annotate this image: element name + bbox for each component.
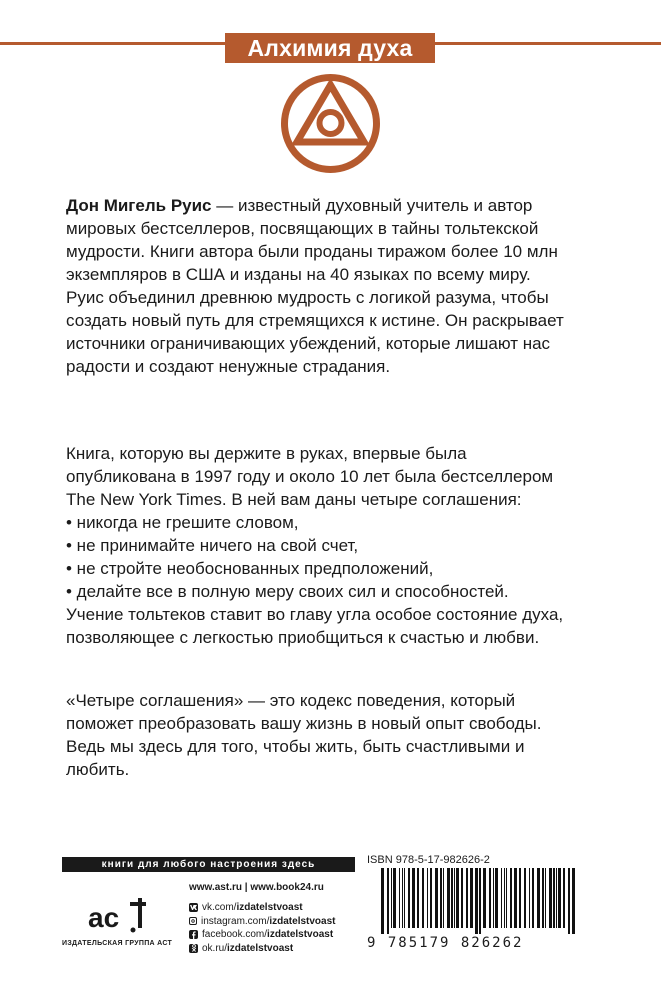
barcode-bar: [501, 868, 502, 928]
barcode-bar: [387, 868, 389, 934]
barcode-bar: [443, 868, 444, 928]
barcode-bar: [495, 868, 498, 928]
text-line: мировых бестселлеров, посвящающих в тайны тольтекской: [66, 219, 539, 238]
social-links: [189, 901, 336, 955]
facebook-icon: [189, 930, 198, 939]
text-line: The New York Times. В ней вам даны четыре соглашения:: [66, 490, 522, 509]
barcode-bar: [435, 868, 438, 928]
agreement-list-item: • не стройте необоснованных предположений,: [66, 559, 434, 578]
text-line: любить.: [66, 760, 130, 779]
barcode-bar: [427, 868, 428, 928]
ast-logo-icon: [86, 894, 148, 936]
barcode-bar: [417, 868, 419, 928]
barcode-bar: [430, 868, 432, 928]
barcode-bar: [489, 868, 491, 928]
agreement-list-item: • не принимайте ничего на свой счет,: [66, 536, 359, 555]
isbn-label: ISBN 978-5-17-982626-2: [367, 854, 490, 866]
text-line: мудрости. Книги автора были проданы тиражом более 10 млн: [66, 242, 558, 261]
barcode-bar: [510, 868, 512, 928]
barcode-bar: [558, 868, 561, 928]
book-summary-paragraph: [66, 442, 606, 649]
barcode-bar: [475, 868, 478, 934]
barcode-bar: [454, 868, 455, 928]
barcode-bar: [466, 868, 468, 928]
barcode-bar: [556, 868, 557, 928]
barcode-bar: [563, 868, 565, 928]
barcode-bar: [542, 868, 544, 928]
text-line: радости и создают ненужные страдания.: [66, 357, 391, 376]
barcode-bar: [399, 868, 400, 928]
barcode-bar: [545, 868, 546, 928]
barcode-bar: [393, 868, 396, 928]
barcode-bar: [532, 868, 534, 928]
social-link-instagram: instagram.com/ izdatelstvoast: [189, 915, 336, 929]
barcode-bar: [408, 868, 410, 928]
barcode-bar: [524, 868, 526, 928]
barcode-bar: [479, 868, 481, 934]
barcode-bar: [451, 868, 453, 928]
instagram-icon: [189, 917, 197, 925]
barcode-bar: [483, 868, 486, 928]
barcode-bar: [412, 868, 415, 928]
barcode-digits: 9 785179 826262: [367, 935, 524, 951]
barcode-bar: [391, 868, 392, 928]
barcode-bar: [470, 868, 473, 928]
svg-text:ac: ac: [88, 902, 120, 933]
vk-icon: [189, 903, 198, 912]
barcode-bar: [440, 868, 442, 928]
publisher-tagline: книги для любого настроения здесь: [62, 857, 355, 872]
barcode-bar: [553, 868, 555, 928]
text-line: «Четыре соглашения» — это кодекс поведения, который: [66, 691, 516, 710]
barcode-bar: [568, 868, 570, 934]
text-line: Дон Мигель Руис — известный духовный учитель и автор: [66, 196, 533, 215]
text-line: создать новый путь для стремящихся к истине. Он раскрывает: [66, 311, 564, 330]
barcode-bar: [381, 868, 384, 934]
text-line: опубликована в 1997 году и около 10 лет была бестселлером: [66, 467, 554, 486]
text-line: источники ограничивающих убеждений, которые лишают нас: [66, 334, 551, 353]
publisher-websites: www.ast.ru | www.book24.ru: [189, 882, 324, 893]
circle-triangle-circle-emblem-icon: [279, 72, 382, 175]
text-line: Учение тольтеков ставит во главу угла особое состояние духа,: [66, 605, 564, 624]
social-link-odnoklassniki: ok.ru/ izdatelstvoast: [189, 942, 336, 956]
social-link-facebook: facebook.com/ izdatelstvoast: [189, 928, 336, 942]
publisher-name: ИЗДАТЕЛЬСКАЯ ГРУППА АСТ: [62, 940, 173, 947]
barcode-bar: [504, 868, 505, 928]
ean13-barcode-icon: [367, 868, 593, 934]
barcode-bar: [514, 868, 517, 928]
author-bio-paragraph: [66, 194, 606, 378]
author-name: Дон Мигель Руис: [66, 196, 212, 215]
agreement-list-item: • никогда не грешите словом,: [66, 513, 299, 532]
text-line: экземпляров в США и изданы на 40 языках по всему миру.: [66, 265, 531, 284]
text-line: Руис объединил древнюю мудрость с логикой разума, чтобы: [66, 288, 549, 307]
agreement-list-item: • делайте все в полную меру своих сил и способностей.: [66, 582, 509, 601]
barcode-bar: [422, 868, 424, 928]
barcode-bar: [493, 868, 494, 928]
text-line: Книга, которую вы держите в руках, впервые была: [66, 444, 467, 463]
barcode-bar: [402, 868, 403, 928]
social-link-vk: vk.com/ izdatelstvoast: [189, 901, 336, 915]
barcode-bar: [461, 868, 463, 928]
odnoklassniki-icon: [189, 944, 198, 953]
text-line: Ведь мы здесь для того, чтобы жить, быть счастливыми и: [66, 737, 525, 756]
barcode-bar: [456, 868, 459, 928]
closing-paragraph: [66, 689, 606, 781]
text-line: поможет преобразовать вашу жизнь в новый опыт свободы.: [66, 714, 542, 733]
series-title: Алхимия духа: [225, 33, 435, 63]
text-line: позволяющее с легкостью приобщиться к счастью и любви.: [66, 628, 540, 647]
barcode-bar: [572, 868, 575, 934]
barcode-bar: [537, 868, 540, 928]
barcode-bar: [404, 868, 405, 928]
barcode-bar: [447, 868, 450, 928]
barcode-bar: [506, 868, 507, 928]
barcode-bar: [529, 868, 530, 928]
barcode-bar: [549, 868, 552, 928]
barcode-bar: [519, 868, 521, 928]
